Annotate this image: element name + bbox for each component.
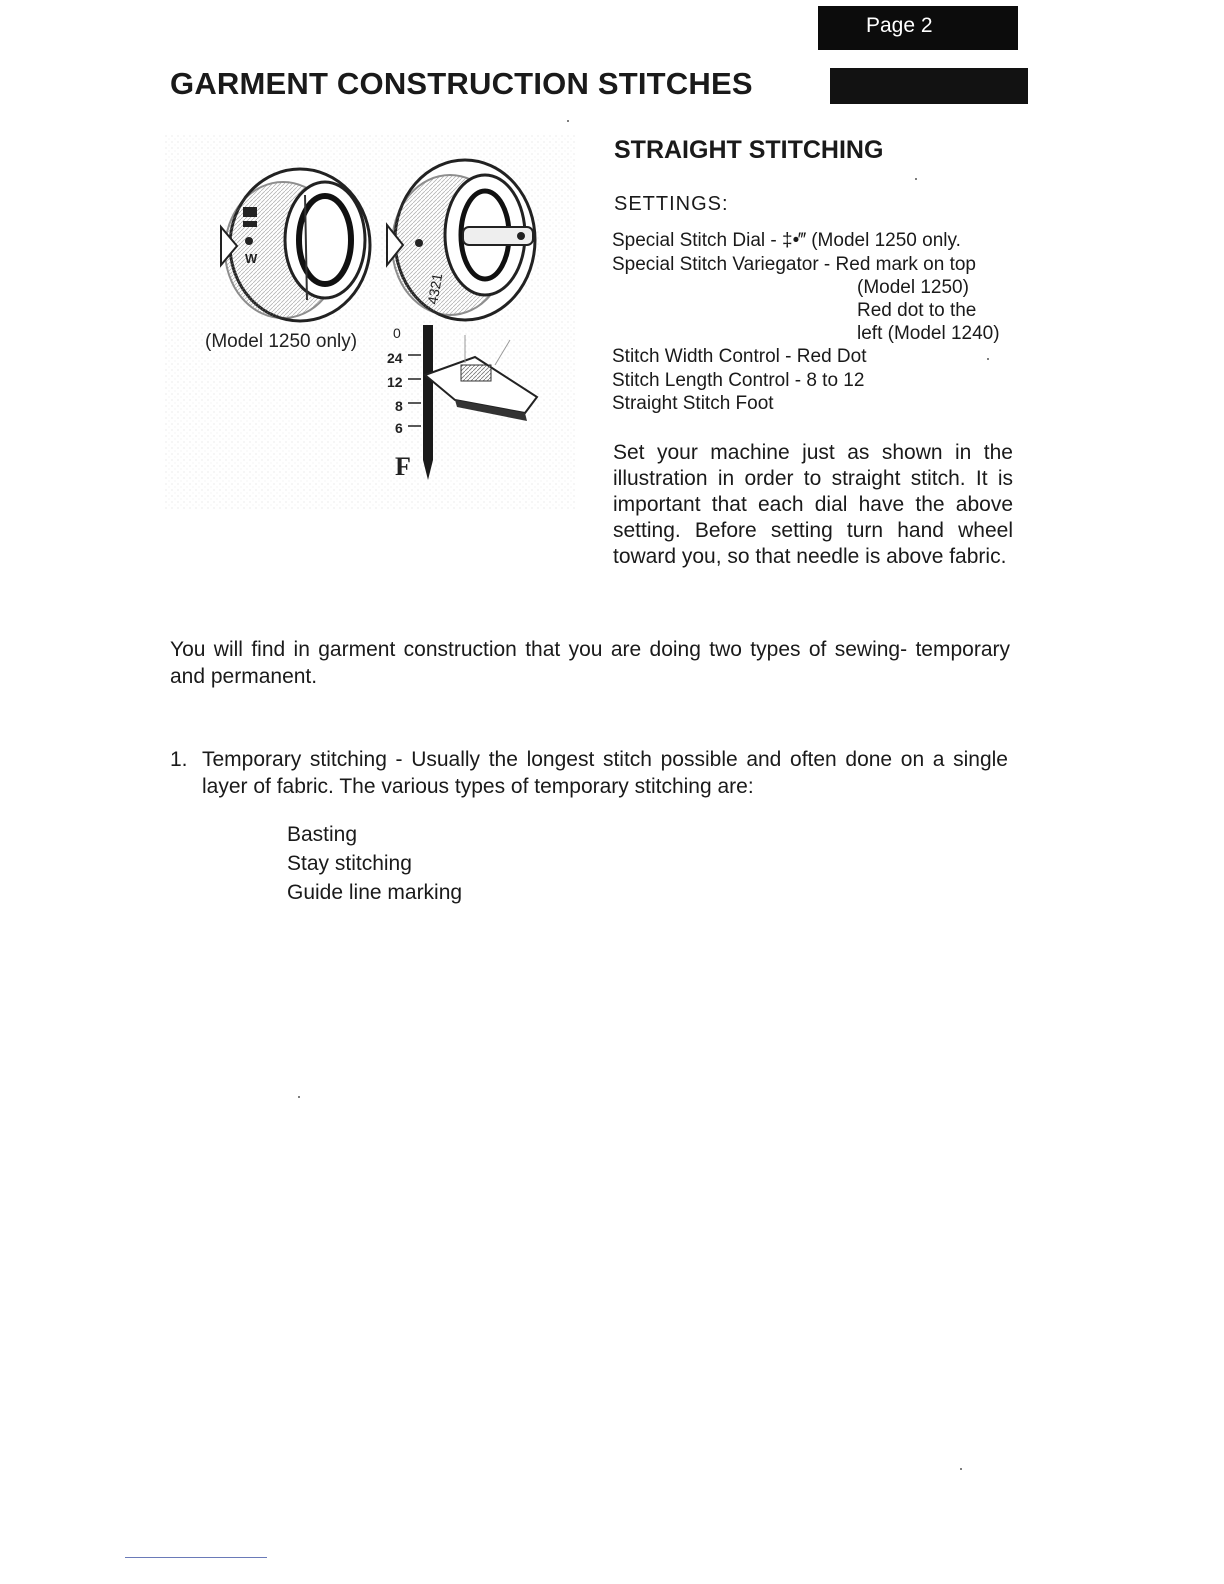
dials-and-foot-drawing (165, 135, 575, 510)
settings-label: SETTINGS: (614, 193, 729, 215)
setting-stitch-width: Stitch Width Control - Red Dot (612, 346, 867, 367)
scale-tick-0: 0 (393, 325, 401, 341)
page-number-badge: Page 2 (818, 6, 1018, 50)
setting-variegator-red-dot: Red dot to the (857, 300, 977, 321)
setting-stitch-length: Stitch Length Control - 8 to 12 (612, 370, 865, 391)
sublist-item-basting: Basting (287, 823, 358, 846)
setting-variegator-model-1240: left (Model 1240) (857, 323, 1000, 344)
scale-tick-12: 12 (387, 374, 403, 390)
foot-letter: F (395, 452, 411, 481)
scale-tick-24: 24 (387, 350, 403, 366)
title-bar-decoration (830, 68, 1028, 104)
dial-mark-w: W (245, 251, 258, 266)
page-title: GARMENT CONSTRUCTION STITCHES (170, 66, 753, 101)
scan-speck (987, 358, 989, 360)
list-item-text: Temporary stitching - Usually the longest stitch possible and often done on a single layer of fabric. The various types of temporary stitching are: (202, 748, 1008, 798)
temporary-stitching-types (287, 820, 462, 907)
sublist-item-guide-line: Guide line marking (287, 881, 463, 904)
scan-speck (567, 120, 569, 122)
scale-tick-8: 8 (395, 398, 403, 414)
footer-rule (125, 1557, 267, 1558)
scan-speck (298, 1096, 300, 1098)
setting-foot: Straight Stitch Foot (612, 393, 774, 414)
scan-speck (915, 178, 917, 180)
scale-tick-6: 6 (395, 420, 403, 436)
setting-variegator: Special Stitch Variegator - Red mark on top (612, 254, 976, 275)
scan-speck (960, 1468, 962, 1470)
setting-variegator-model-1250: (Model 1250) (857, 277, 969, 298)
section-heading: STRAIGHT STITCHING (614, 136, 884, 164)
setting-special-stitch-dial: Special Stitch Dial - ‡•‴ (Model 1250 only. (612, 230, 961, 251)
list-item-number: 1. (170, 748, 188, 771)
body-paragraph: You will find in garment construction that you are doing two types of sewing- temporary and permanent. (170, 638, 1010, 688)
sublist-item-stay-stitching: Stay stitching (287, 852, 412, 875)
dial-mark-numbers: 4321 (424, 272, 446, 306)
machine-settings-illustration (165, 135, 575, 510)
setup-instructions: Set your machine just as shown in the illustration in order to straight stitch. It is important that each dial have the above setting. Before setting turn hand wheel toward you, so that needle is above fabric. (613, 441, 1013, 568)
model-label: (Model 1250 only) (205, 331, 358, 352)
